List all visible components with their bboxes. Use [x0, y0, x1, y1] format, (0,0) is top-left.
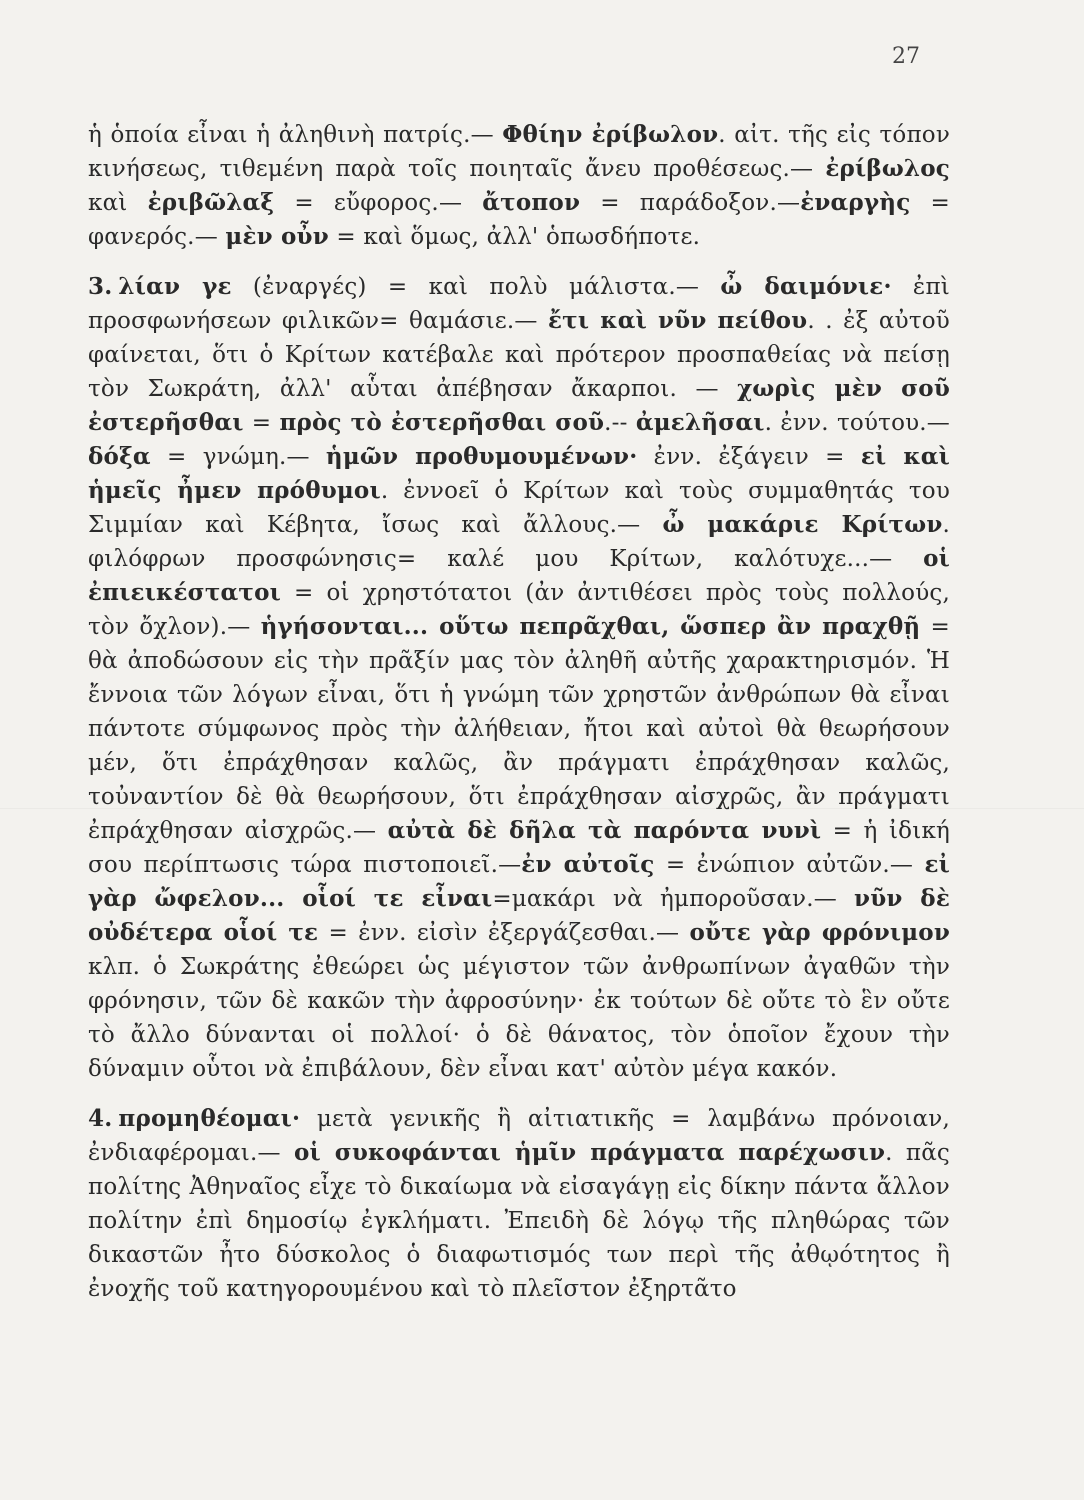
lemma-term: ἄτοπον — [482, 189, 581, 216]
gloss-text: . . ἐξ αὐτοῦ φαίνεται, ὅτι ὁ Κρίτων κατέβαλε καὶ πρότερον προσπαθείας νὰ πείσῃ τὸν Σωκράτη, ἀλλ' αὗται ἀπέβησαν ἄκαρποι. — — [88, 308, 950, 402]
gloss-text: κλπ. ὁ Σωκράτης ἐθεώρει ὡς μέγιστον τῶν ἀνθρωπίνων ἀγαθῶν τὴν φρόνησιν, τῶν δὲ κακῶν τὴν ἀφροσύνην· ἐκ τούτων δὲ οὔτε τὸ ἓν οὔτε τὸ ἄλλο δύνανται οἱ πολλοί· ὁ δὲ θάνατος, τὸν ὁποῖον ἔχουν τὴν δύναμιν οὗτοι νὰ ἐπιβάλουν, δὲν εἶναι κατ' αὐτὸν μέγα κακόν. — [88, 954, 950, 1082]
lemma-term: εἰ γὰρ ὤφελον... οἷοί τε εἶναι — [88, 851, 950, 912]
gloss-text: = — [243, 410, 280, 436]
gloss-text: . φιλόφρων προσφώνησις= καλέ μου Κρίτων, καλότυχε...— — [88, 512, 950, 572]
gloss-text: = οἱ χρηστότατοι (ἀν ἀντιθέσει πρὸς τοὺς πολλούς, τὸν ὄχλον).— — [88, 580, 950, 640]
section-number: 3. — [88, 273, 113, 300]
lemma-term: νῦν δὲ οὐδέτερα οἷοί τε — [88, 885, 951, 946]
gloss-text: καὶ — [88, 190, 148, 216]
paragraph-section-4 — [88, 1102, 950, 1306]
lemma-term: λίαν γε — [118, 273, 232, 300]
gloss-text: . ἐνν. τούτου.— — [764, 410, 951, 436]
lemma-term: ἔτι καὶ νῦν πείθου — [548, 307, 808, 334]
gloss-text: μετὰ γενικῆς ἢ αἰτιατικῆς = λαμβάνω πρόνοιαν, ἐνδιαφέρομαι.— — [88, 1106, 950, 1166]
lemma-term: ὦ μακάριε Κρίτων — [662, 511, 943, 538]
lemma-term: αὐτὰ δὲ δῆλα τὰ παρόντα νυνὶ — [387, 817, 822, 844]
gloss-text: ἡ ὁποία εἶναι ἡ ἀληθινὴ πατρίς.— — [88, 122, 503, 148]
lemma-term: προμηθέομαι· — [118, 1105, 301, 1132]
gloss-text: = φανερός.— — [88, 190, 951, 250]
paragraph-1 — [88, 118, 950, 254]
commentary-text — [88, 118, 950, 1306]
section-number: 4. — [88, 1105, 113, 1132]
lemma-term: πρὸς τὸ ἐστερῆσθαι σοῦ — [279, 409, 605, 436]
page-number: 27 — [892, 44, 920, 69]
lemma-term: ἡμῶν προθυμουμένων· — [325, 443, 638, 470]
lemma-term: δόξα — [88, 443, 151, 470]
lemma-term: ὦ δαιμόνιε· — [720, 273, 892, 300]
lemma-term: μὲν οὖν — [225, 223, 329, 250]
gloss-text: = γνώμη.— — [150, 444, 326, 470]
paragraph-section-3 — [88, 270, 950, 1086]
lemma-term: ἡγήσονται... οὕτω πεπρᾶχθαι, ὥσπερ ἂν πραχθῇ — [260, 613, 921, 640]
gloss-text: = ἐνν. εἰσὶν ἐξεργάζεσθαι.— — [318, 920, 690, 946]
gloss-text: =μακάρι νὰ ἠμποροῦσαν.— — [492, 886, 855, 912]
lemma-term: ἐριβῶλαξ — [147, 189, 275, 216]
lemma-term: ἐν αὐτοῖς — [521, 851, 655, 878]
lemma-term: Φθίην ἐρίβωλον — [502, 121, 719, 148]
gloss-text: = καὶ ὅμως, ἀλλ' ὁπωσδήποτε. — [328, 224, 701, 250]
lemma-term: ἀμελῆσαι — [635, 409, 765, 436]
lemma-term: οὔτε γὰρ φρόνιμον — [689, 919, 950, 946]
gloss-text: = παράδοξον.— — [580, 190, 801, 216]
lemma-term: εἰ καὶ ἡμεῖς ἦμεν πρόθυμοι — [88, 443, 950, 504]
gloss-text: . ἐννοεῖ ὁ Κρίτων καὶ τοὺς συμμαθητάς του Σιμμίαν καὶ Κέβητα, ἴσως καὶ ἄλλους.— — [88, 478, 951, 538]
lemma-term: οἱ ἐπιεικέστατοι — [88, 545, 950, 606]
lemma-term: ἐναργὴς — [800, 189, 911, 216]
lemma-term: οἱ συκοφάνται ἡμῖν πράγματα παρέχωσιν — [293, 1139, 886, 1166]
gloss-text: . αἰτ. τῆς εἰς τόπον κινήσεως, τιθεμένη παρὰ τοῖς ποιηταῖς ἄνευ προθέσεως.— — [88, 122, 950, 182]
lemma-term: ἐρίβωλος — [825, 155, 950, 182]
lemma-term: χωρὶς μὲν σοῦ ἐστερῆσθαι — [88, 375, 950, 436]
gloss-text: . πᾶς πολίτης Ἀθηναῖος εἶχε τὸ δικαίωμα νὰ εἰσαγάγῃ εἰς δίκην πάντα ἄλλον πολίτην ἐπὶ δημοσίῳ ἐγκλήματι. Ἐπειδὴ δὲ λόγῳ τῆς πληθώρας τῶν δικαστῶν ἦτο δύσκολος ὁ διαφωτισμός των περὶ τῆς ἀθῳότητος ἢ ἐνοχῆς τοῦ κατηγορουμένου καὶ τὸ πλεῖστον ἐξηρτᾶτο — [88, 1140, 951, 1302]
gloss-text: = εὔφορος.— — [274, 190, 483, 216]
gloss-text: ἐπὶ προσφωνήσεων φιλικῶν= θαμάσιε.— — [88, 274, 950, 334]
gloss-text: ἐνν. ἐξάγειν = — [637, 444, 861, 470]
gloss-text: .-- — [604, 410, 636, 436]
gloss-text: = θὰ ἀποδώσουν εἰς τὴν πρᾶξίν μας τὸν ἀληθῆ αὐτῆς χαρακτηρισμόν. Ἡ ἔννοια τῶν λόγων εἶναι, ὅτι ἡ γνώμη τῶν χρηστῶν ἀνθρώπων θὰ εἶναι πάντοτε σύμφωνος πρὸς τὴν ἀλήθειαν, ἤτοι καὶ αὐτοὶ θὰ θεωρήσουν μέν, ὅτι ἐπράχθησαν καλῶς, ἂν πράγματι ἐπράχθησαν καλῶς, τοὐναντίον δὲ θὰ θεωρήσουν, ὅτι ἐπράχθησαν αἰσχρῶς, ἂν πράγματι ἐπράχθησαν αἰσχρῶς.— — [88, 614, 950, 844]
gloss-text: (ἐναργές) = καὶ πολὺ μάλιστα.— — [231, 274, 721, 300]
gloss-text: = ἡ ἰδική σου περίπτωσις τώρα πιστοποιεῖ.— — [88, 818, 950, 878]
gloss-text: = ἐνώπιον αὐτῶν.— — [654, 852, 925, 878]
